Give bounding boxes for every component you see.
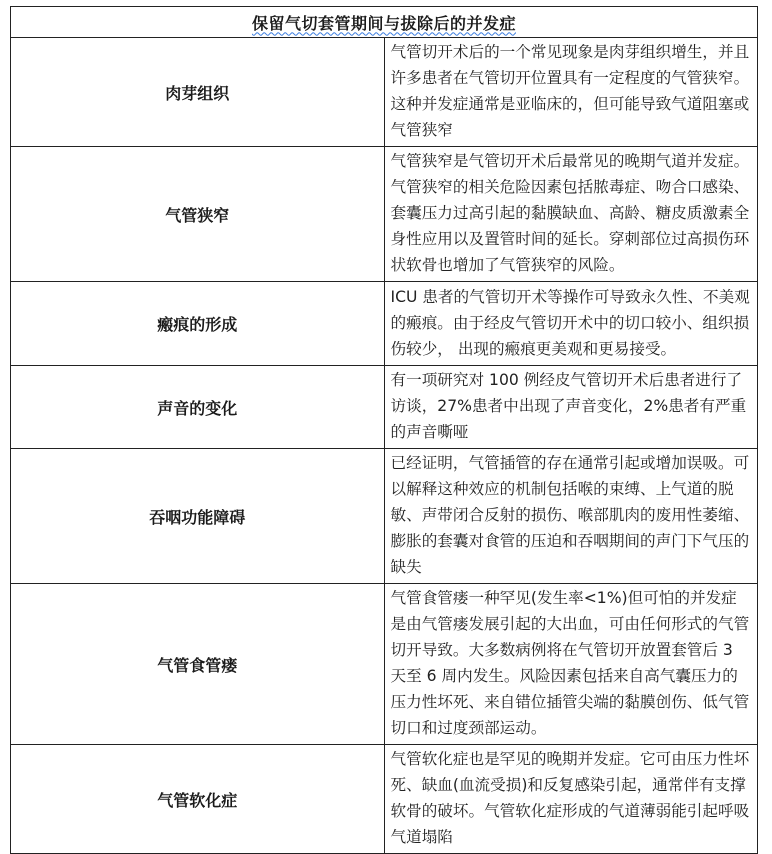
row-name: 吞咽功能障碍 [11,449,385,584]
table-title [11,7,758,38]
row-name: 肉芽组织 [11,38,385,147]
row-description: 已经证明，气管插管的存在通常引起或增加误吸。可以解释这种效应的机制包括喉的束缚、上气道的脱敏、声带闭合反射的损伤、喉部肌肉的废用性萎缩、膨胀的套囊对食管的压迫和吞咽期间的声门下气压的缺失 [384,449,758,584]
row-name: 声音的变化 [11,366,385,449]
table-row-voice [11,366,758,449]
table-row-scar [11,282,758,366]
complications-table [10,6,758,854]
row-description: ICU 患者的气管切开术等操作可导致永久性、不美观的瘢痕。由于经皮气管切开术中的切口较小、组织损伤较少， 出现的瘢痕更美观和更易接受。 [384,282,758,366]
row-name: 瘢痕的形成 [11,282,385,366]
table-row-tracheomalacia [11,745,758,854]
table-title-row [11,7,758,38]
table-row-dysphagia [11,449,758,584]
row-description: 有一项研究对 100 例经皮气管切开术后患者进行了访谈，27%患者中出现了声音变化，2%患者有严重的声音嘶哑 [384,366,758,449]
table-row-granulation [11,38,758,147]
row-description: 气管软化症也是罕见的晚期并发症。它可由压力性坏死、缺血(血流受损)和反复感染引起，通常伴有支撑软骨的破坏。气管软化症形成的气道薄弱能引起呼吸气道塌陷 [384,745,758,854]
row-name: 气管狭窄 [11,147,385,282]
row-name: 气管软化症 [11,745,385,854]
row-description: 气管食管瘘一种罕见(发生率<1%)但可怕的并发症是由气管瘘发展引起的大出血，可由任何形式的气管切开导致。大多数病例将在气管切开放置套管后 3 天至 6 周内发生。风险因素包括来自高气囊压力的压力性坏死、来自错位插管尖端的黏膜创伤、低气管切口和过度颈部运动。 [384,584,758,745]
table-row-fistula [11,584,758,745]
row-description: 气管切开术后的一个常见现象是肉芽组织增生，并且许多患者在气管切开位置具有一定程度的气管狭窄。这种并发症通常是亚临床的，但可能导致气道阻塞或气管狭窄 [384,38,758,147]
row-description: 气管狭窄是气管切开术后最常见的晚期气道并发症。气管狭窄的相关危险因素包括脓毒症、吻合口感染、套囊压力过高引起的黏膜缺血、高龄、糖皮质激素全身性应用以及置管时间的延长。穿刺部位过高损伤环状软骨也增加了气管狭窄的风险。 [384,147,758,282]
table-title-text: 保留气切套管期间与拔除后的并发症 [251,13,516,33]
table-row-stenosis [11,147,758,282]
row-name: 气管食管瘘 [11,584,385,745]
